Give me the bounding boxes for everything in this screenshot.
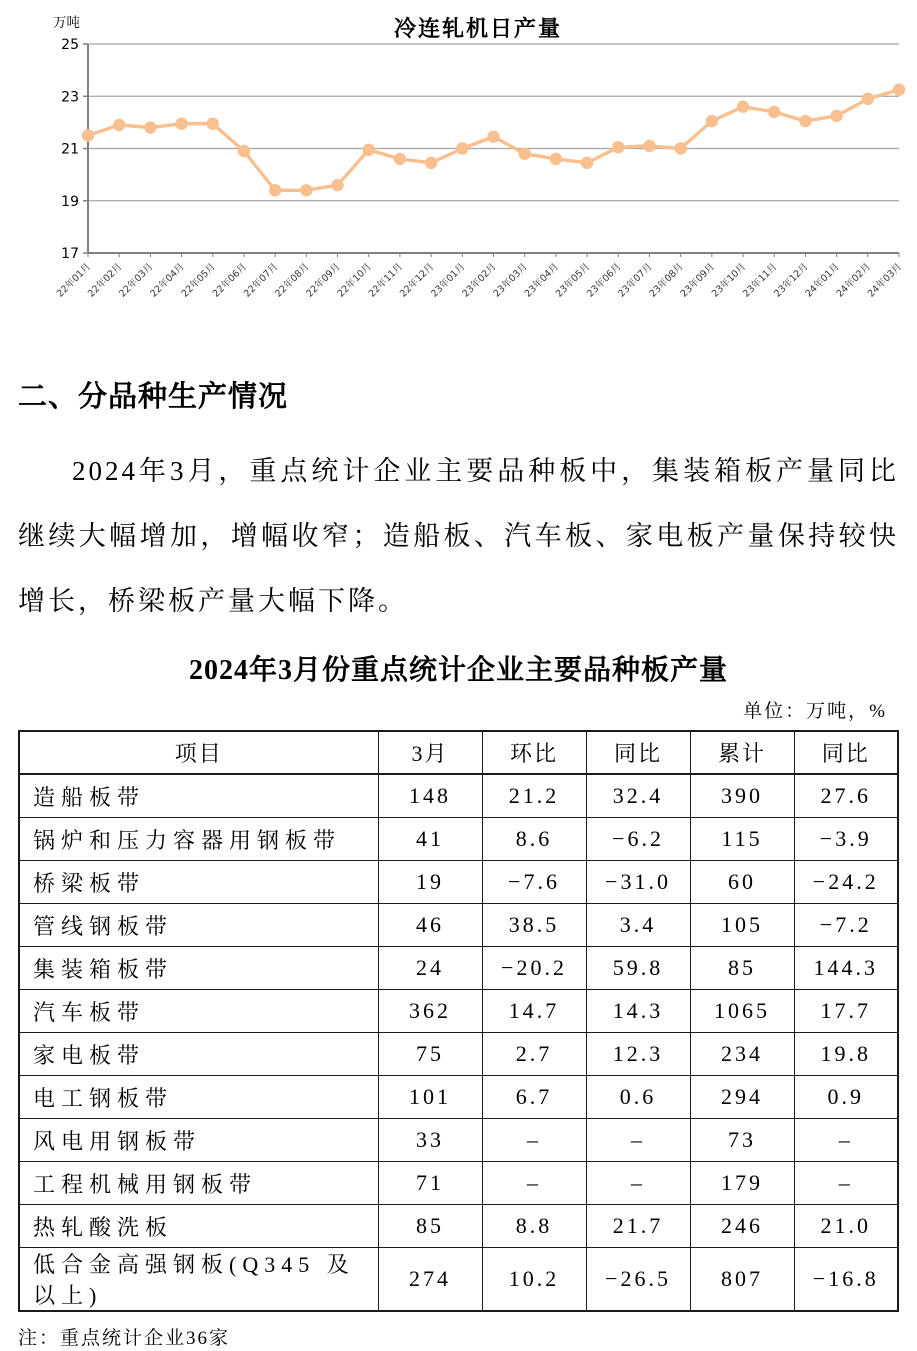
column-header: 3月 [378, 731, 482, 774]
table-row [19, 1076, 898, 1119]
value-cell: 21.2 [482, 774, 586, 818]
data-point [550, 153, 562, 165]
x-axis-tick-label: 22年05月 [179, 261, 218, 300]
x-axis-tick-label: 23年05月 [553, 261, 593, 300]
data-point [737, 101, 749, 113]
table-row [19, 1033, 898, 1076]
y-axis-tick-label: 21 [61, 141, 79, 158]
table-row [19, 1119, 898, 1162]
data-point [82, 129, 94, 141]
value-cell: – [586, 1119, 690, 1162]
x-axis-tick-label: 23年03月 [491, 261, 530, 300]
data-point [643, 140, 655, 152]
x-axis-tick-label: 24年01月 [803, 261, 842, 300]
row-label-cell: 管线钢板带 [19, 904, 378, 947]
value-cell: 8.8 [482, 1205, 586, 1248]
value-cell: −24.2 [794, 861, 898, 904]
value-cell: 10.2 [482, 1248, 586, 1312]
table-row [19, 818, 898, 861]
value-cell: −16.8 [794, 1248, 898, 1312]
value-cell: −7.2 [794, 904, 898, 947]
data-point [363, 144, 375, 156]
x-axis-tick-label: 23年09月 [678, 261, 717, 300]
data-point [425, 157, 437, 169]
x-axis-tick-label: 22年04月 [148, 261, 187, 300]
value-cell: 17.7 [794, 990, 898, 1033]
x-axis-tick-label: 23年01月 [429, 261, 468, 300]
row-label-cell: 电工钢板带 [19, 1076, 378, 1119]
value-cell: 8.6 [482, 818, 586, 861]
value-cell: 33 [378, 1119, 482, 1162]
value-cell: 38.5 [482, 904, 586, 947]
value-cell: 101 [378, 1076, 482, 1119]
x-axis-tick-label: 22年02月 [85, 261, 125, 300]
value-cell: – [482, 1119, 586, 1162]
table-row [19, 990, 898, 1033]
x-axis-tick-label: 22年06月 [210, 261, 250, 300]
value-cell: 179 [690, 1162, 794, 1205]
value-cell: 1065 [690, 990, 794, 1033]
value-cell: 46 [378, 904, 482, 947]
table-row [19, 861, 898, 904]
row-label-cell: 桥梁板带 [19, 861, 378, 904]
x-axis-tick-label: 23年04月 [522, 261, 562, 300]
value-cell: 21.0 [794, 1205, 898, 1248]
data-point [768, 106, 780, 118]
column-header: 累计 [690, 731, 794, 774]
value-cell: −3.9 [794, 818, 898, 861]
value-cell: 362 [378, 990, 482, 1033]
value-cell: – [482, 1162, 586, 1205]
data-point [238, 145, 250, 157]
data-point [175, 117, 187, 129]
data-point [612, 141, 624, 153]
data-point [487, 131, 499, 143]
daily-output-chart [0, 0, 917, 312]
table-body [19, 774, 898, 1311]
x-axis-tick-label: 22年07月 [241, 261, 281, 300]
value-cell: 59.8 [586, 947, 690, 990]
value-cell: 85 [690, 947, 794, 990]
chart-title: 冷连轧机日产量 [393, 16, 563, 41]
y-axis-tick-label: 25 [61, 37, 79, 53]
row-label-cell: 风电用钢板带 [19, 1119, 378, 1162]
table-row [19, 1162, 898, 1205]
value-cell: 807 [690, 1248, 794, 1312]
value-cell: 2.7 [482, 1033, 586, 1076]
x-axis-tick-label: 22年01月 [54, 261, 94, 300]
value-cell: 105 [690, 904, 794, 947]
row-label-cell: 热轧酸洗板 [19, 1205, 378, 1248]
value-cell: 21.7 [586, 1205, 690, 1248]
x-axis-tick-label: 23年07月 [616, 261, 655, 300]
data-point [518, 148, 530, 160]
x-axis-tick-label: 23年08月 [647, 261, 686, 300]
table-title: 2024年3月份重点统计企业主要品种板产量 [188, 655, 728, 686]
x-axis-tick-label: 23年12月 [772, 261, 811, 300]
x-axis-tick-label: 23年02月 [460, 261, 499, 300]
column-header: 项目 [19, 731, 378, 774]
x-axis-tick-label: 22年12月 [397, 261, 437, 300]
y-axis-tick-label: 19 [61, 193, 79, 210]
value-cell: – [794, 1162, 898, 1205]
x-axis-tick-label: 23年11月 [741, 261, 780, 300]
row-label-cell: 工程机械用钢板带 [19, 1162, 378, 1205]
value-cell: 75 [378, 1033, 482, 1076]
table-row [19, 947, 898, 990]
column-header: 环比 [482, 731, 586, 774]
value-cell: 32.4 [586, 774, 690, 818]
value-cell: – [794, 1119, 898, 1162]
value-cell: 14.3 [586, 990, 690, 1033]
column-header: 同比 [794, 731, 898, 774]
x-axis-tick-label: 22年09月 [304, 261, 343, 300]
data-point [113, 119, 125, 131]
x-axis-tick-label: 23年06月 [585, 261, 624, 300]
row-label-cell: 家电板带 [19, 1033, 378, 1076]
value-cell: −20.2 [482, 947, 586, 990]
value-cell: 246 [690, 1205, 794, 1248]
section-paragraph: 2024年3月，重点统计企业主要品种板中，集装箱板产量同比继续大幅增加，增幅收窄；造船板、汽车板、家电板产量保持较快增长，桥梁板产量大幅下降。 [18, 456, 899, 616]
data-point [331, 179, 343, 191]
data-point [830, 110, 842, 122]
x-axis-tick-label: 22年11月 [366, 261, 406, 300]
table-row [19, 774, 898, 818]
table-header-row [19, 731, 898, 774]
value-cell: 85 [378, 1205, 482, 1248]
row-label-cell: 锅炉和压力容器用钢板带 [19, 818, 378, 861]
value-cell: 14.7 [482, 990, 586, 1033]
value-cell: 115 [690, 818, 794, 861]
y-axis-tick-label: 23 [61, 89, 79, 106]
x-axis-tick-label: 24年02月 [834, 261, 873, 300]
value-cell: −26.5 [586, 1248, 690, 1312]
column-header: 同比 [586, 731, 690, 774]
value-cell: 294 [690, 1076, 794, 1119]
data-point [862, 93, 874, 105]
data-point [799, 115, 811, 127]
value-cell: 274 [378, 1248, 482, 1312]
y-axis-unit-label: 万吨 [53, 15, 80, 30]
table-row [19, 1205, 898, 1248]
value-cell: −7.6 [482, 861, 586, 904]
value-cell: 60 [690, 861, 794, 904]
data-point [300, 184, 312, 196]
value-cell: 71 [378, 1162, 482, 1205]
data-point [581, 157, 593, 169]
value-cell: 0.6 [586, 1076, 690, 1119]
data-point [706, 115, 718, 127]
value-cell: 6.7 [482, 1076, 586, 1119]
table-row [19, 904, 898, 947]
row-label-cell: 造船板带 [19, 774, 378, 818]
row-label-cell: 低合金高强钢板(Q345 及以上) [19, 1248, 378, 1312]
x-axis-tick-label: 22年08月 [273, 261, 312, 300]
data-point [456, 142, 468, 154]
value-cell: 234 [690, 1033, 794, 1076]
table-header [19, 731, 898, 774]
value-cell: 390 [690, 774, 794, 818]
unit-note: 单位：万吨，% [743, 701, 887, 722]
data-point [269, 184, 281, 196]
value-cell: 27.6 [794, 774, 898, 818]
row-label-cell: 集装箱板带 [19, 947, 378, 990]
value-cell: −6.2 [586, 818, 690, 861]
data-point [893, 84, 905, 96]
section-heading: 二、分品种生产情况 [18, 381, 289, 413]
data-point [144, 121, 156, 133]
value-cell: 144.3 [794, 947, 898, 990]
value-cell: – [586, 1162, 690, 1205]
value-cell: 0.9 [794, 1076, 898, 1119]
production-table [18, 730, 899, 1312]
x-axis-tick-label: 24年03月 [865, 261, 905, 300]
value-cell: 24 [378, 947, 482, 990]
value-cell: 73 [690, 1119, 794, 1162]
data-point [394, 153, 406, 165]
x-axis-tick-label: 22年10月 [335, 261, 374, 300]
value-cell: 12.3 [586, 1033, 690, 1076]
value-cell: −31.0 [586, 861, 690, 904]
x-axis-tick-label: 22年03月 [117, 261, 156, 300]
x-axis-tick-label: 23年10月 [709, 261, 749, 300]
row-label-cell: 汽车板带 [19, 990, 378, 1033]
y-axis-tick-label: 17 [61, 246, 79, 262]
value-cell: 41 [378, 818, 482, 861]
data-point [207, 117, 219, 129]
value-cell: 3.4 [586, 904, 690, 947]
table-row [19, 1248, 898, 1312]
value-cell: 19 [378, 861, 482, 904]
value-cell: 19.8 [794, 1033, 898, 1076]
value-cell: 148 [378, 774, 482, 818]
data-point [674, 142, 686, 154]
table-footnote: 注：重点统计企业36家 [18, 1328, 231, 1349]
